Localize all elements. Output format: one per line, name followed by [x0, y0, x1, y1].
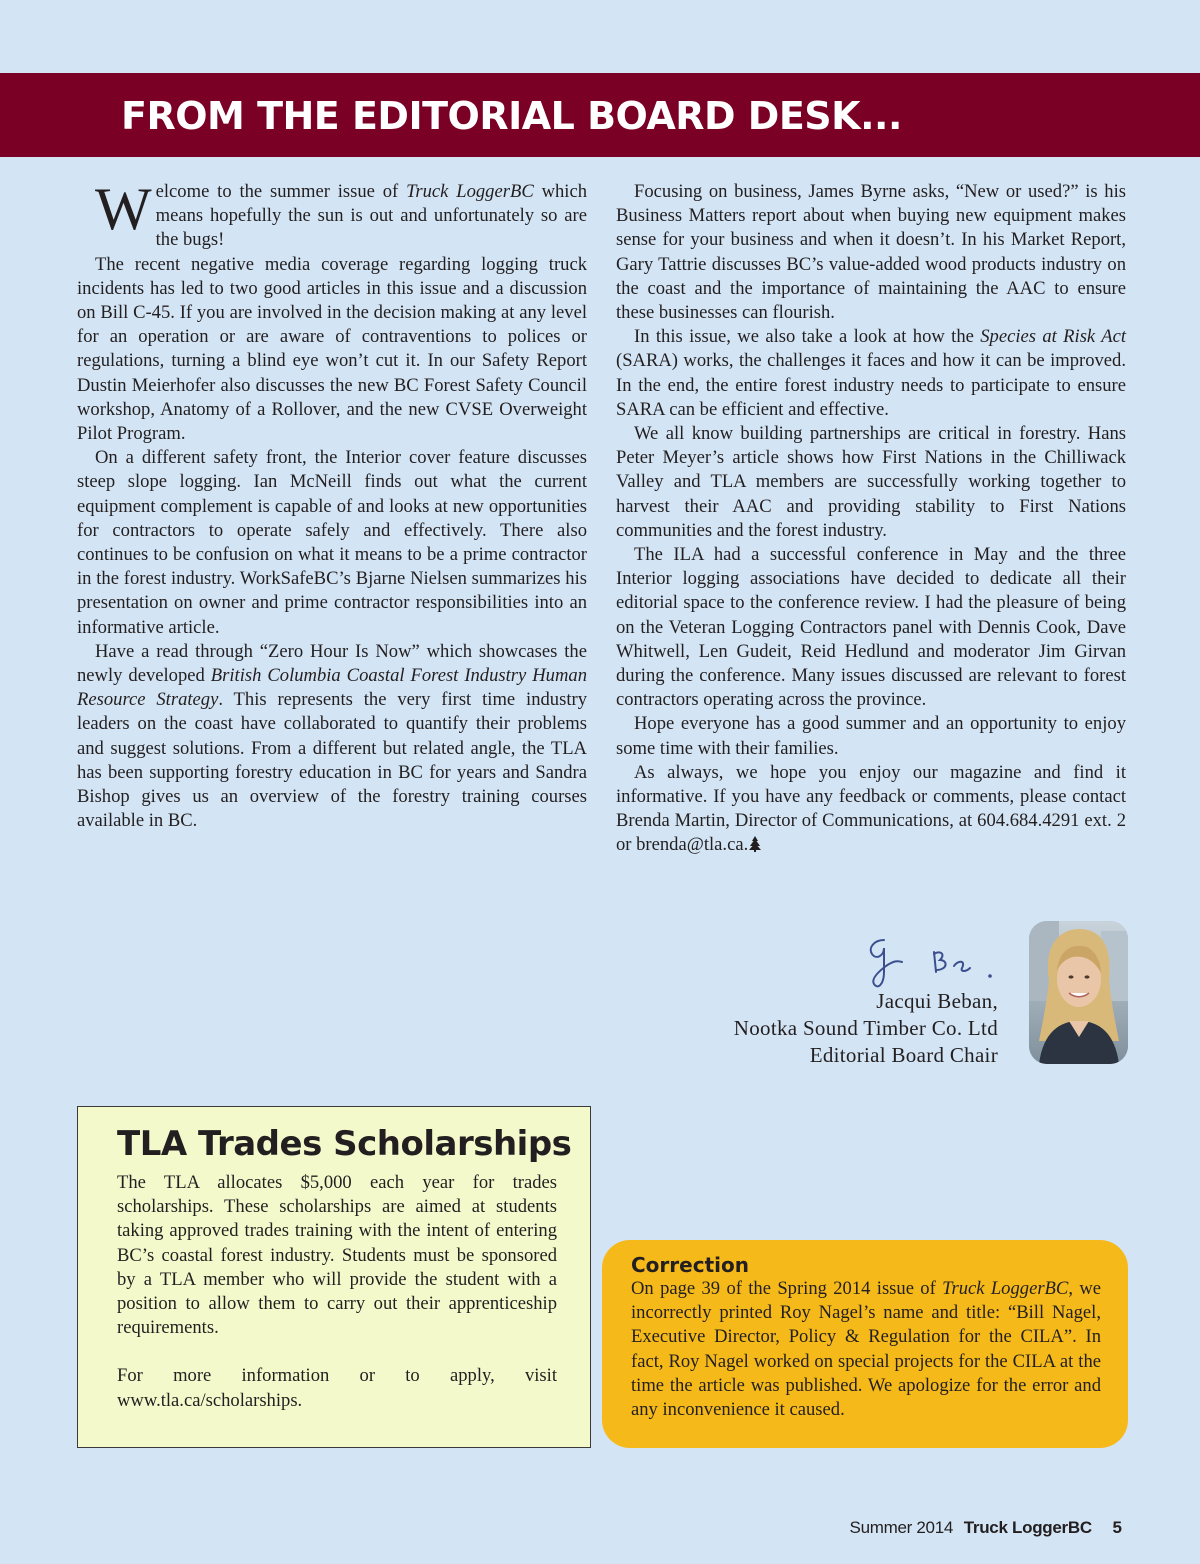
magazine-name: Truck LoggerBC — [406, 181, 534, 202]
footer-issue: Summer 2014 — [849, 1518, 954, 1537]
signoff-role: Editorial Board Chair — [809, 1043, 998, 1067]
editorial-paragraph-1 — [77, 176, 588, 253]
scholarship-paragraph-2: For more information or to apply, visit www.tla.ca/scholarships. — [117, 1365, 557, 1411]
correction-title: Correction — [631, 1253, 749, 1277]
editorial-paragraph-3: On a different safety front, the Interior cover feature discusses steep slope logging. Ian McNeill finds out what the current equipment complement is capable of and looks at new opportunities for contractors to operate safely and effectively. There also continues to be confusion on what it means to be a prime contractor in the forest industry. WorkSafeBC’s Bjarne Nielsen summarizes his presentation on owner and prime contractor responsibilities into an informative article. — [77, 447, 587, 638]
signoff-company: Nootka Sound Timber Co. Ltd — [733, 1016, 998, 1040]
text-run: Have a read through “Zero Hour Is Now” which showcases the newly developed — [77, 640, 587, 687]
tree-icon — [748, 836, 762, 852]
editorial-column-right — [616, 180, 1126, 858]
text-run: which means hopefully the sun is out and unfortunately so are the bugs! — [155, 181, 588, 251]
page-title: FROM THE EDITORIAL BOARD DESK... — [121, 94, 902, 138]
text-run: (SARA) works, the challenges it faces and how it can be improved. In the end, the entire forest industry needs to participate to ensure SARA can be efficient and effective. — [616, 350, 1126, 420]
editorial-paragraph-2: The recent negative media coverage regarding logging truck incidents has led to two good articles in this issue and a discussion on Bill C-45. If you are involved in the decision making at any level for an operation or are aware of contraventions to polices or regulations, turning a blind eye won’t cut it. In our Safety Report Dustin Meierhofer also discusses the new BC Forest Safety Council workshop, Anatomy of a Rollover, and the new CVSE Overweight Pilot Program. — [77, 253, 587, 445]
text-run: As always, we hope you enjoy our magazine and find it informative. If you have any feedback or comments, please contact Brenda Martin, Director of Communications, at 604.684.4291 ext. 2 or brenda@tla.ca. — [616, 761, 1126, 856]
text-run: , we incorrectly printed Roy Nagel’s name and title: “Bill Nagel, Executive Director, Policy & Regulation for the CILA”. In fact, Roy Nagel worked on special projects for the CILA at the time the article was published. We apologize for the error and any inconvenience it caused. — [631, 1278, 1101, 1421]
signoff — [734, 988, 998, 1069]
editorial-paragraph-8: The ILA had a successful conference in May and the three Interior logging associations have decided to dedicate all their editorial space to the conference review. I had the pleasure of being on the Veteran Logging Contractors panel with Dennis Cook, Dave Whitwell, Len Gudeit, Reid Hedlund and moderator Jim Girvan during the conference. Many issues discussed are relevant to forest contractors operating across the province. — [616, 544, 1126, 711]
dropcap: W — [95, 176, 152, 242]
text-run: elcome to the summer issue of — [155, 181, 407, 202]
editorial-paragraph-4 — [77, 640, 587, 834]
scholarship-paragraph-1: The TLA allocates $5,000 each year for trades scholarships. These scholarships are aimed at students taking approved trades training with the intent of entering BC’s coastal forest industry. Students must be sponsored by a TLA member who will provide the student with a position to allow them to carry out their apprenticeship requirements. — [117, 1172, 557, 1339]
page-footer — [850, 1518, 1122, 1538]
portrait-illustration — [1029, 921, 1128, 1064]
scholarship-body — [117, 1171, 557, 1413]
text-run: . This represents the very first time industry leaders on the coast have collaborated to quantify their problems and suggest solutions. From a different but related angle, the TLA has been supporting forestry education in BC for years and Sandra Bishop gives us an overview of the forestry training courses available in BC. — [77, 689, 587, 832]
correction-body — [631, 1277, 1101, 1422]
scholarship-title: TLA Trades Scholarships — [117, 1124, 572, 1164]
editorial-paragraph-9: Hope everyone has a good summer and an opportunity to enjoy some time with their families. — [616, 713, 1126, 759]
text-run: On page 39 of the Spring 2014 issue of — [631, 1278, 943, 1299]
signoff-name: Jacqui Beban, — [876, 989, 998, 1013]
editorial-paragraph-7: We all know building partnerships are critical in forestry. Hans Peter Meyer’s article shows how First Nations in the Chilliwack Valley and TLA members are successfully working together to harvest their AAC and providing stability to First Nations communities and the forest industry. — [616, 423, 1126, 541]
editorial-paragraph-6 — [616, 325, 1126, 422]
editorial-paragraph-5: Focusing on business, James Byrne asks, “New or used?” is his Business Matters report about when buying new equipment makes sense for your business and when it doesn’t. In his Market Report, Gary Tattrie discusses BC’s value-added wood products industry on the coast and the importance of maintaining the AAC to ensure these businesses can flourish. — [616, 181, 1126, 324]
page-number: 5 — [1112, 1518, 1122, 1537]
footer-magazine: Truck LoggerBC — [963, 1518, 1092, 1537]
strategy-title: British Columbia Coastal Forest Industry Human Resource Strategy — [77, 665, 587, 711]
editorial-paragraph-10 — [616, 761, 1126, 858]
act-title: Species at Risk Act — [980, 326, 1126, 348]
editorial-column-left — [77, 176, 588, 833]
correction-box — [602, 1240, 1128, 1448]
text-run: In this issue, we also take a look at how the — [634, 326, 981, 348]
portrait-photo — [1029, 921, 1128, 1064]
magazine-name: Truck LoggerBC — [942, 1278, 1069, 1299]
scholarship-box — [77, 1106, 591, 1448]
